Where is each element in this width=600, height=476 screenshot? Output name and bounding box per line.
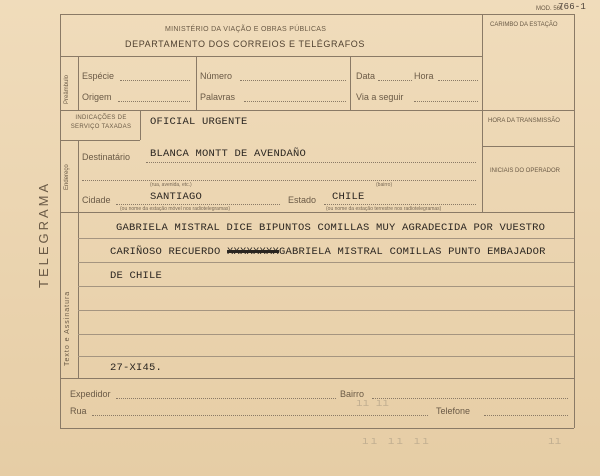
cidade-note: (ou nome da estação móvel nos radiotelegramas): [120, 206, 231, 212]
hora-label: Hora: [414, 71, 434, 81]
numero-label: Número: [200, 71, 233, 81]
right-column-mid: [482, 146, 574, 147]
model-number: MOD. 561: [536, 6, 564, 12]
stamp-label: CARIMBO DA ESTAÇÃO: [490, 22, 558, 28]
rua-line: [92, 415, 428, 416]
faded-ink-mark-2: ıı ıı ıı: [362, 436, 431, 448]
data-label: Data: [356, 71, 376, 81]
indicacoes-bottom: [60, 140, 140, 141]
frame-right: [574, 14, 575, 428]
archive-number: 766-1: [558, 2, 587, 12]
cidade-line: [116, 204, 280, 205]
frame-left: [60, 14, 61, 428]
message-line-2: [110, 246, 546, 258]
preambulo-divider-2: [350, 56, 351, 110]
texto-rule-4: [78, 310, 574, 311]
expedidor-line: [116, 398, 336, 399]
faded-ink-mark-1: ıı ıı: [356, 398, 390, 410]
rua-label: Rua: [70, 406, 87, 416]
frame-bottom: [60, 428, 574, 429]
estado-note: (ou nome da estação terrestre nos radiotelegramas): [326, 206, 442, 212]
destinatario-value: BLANCA MONTT DE AVENDAÑO: [150, 148, 307, 160]
origem-line: [118, 101, 190, 102]
endereco-side-divider: [78, 140, 79, 212]
address-line: [82, 180, 476, 181]
frame-top: [60, 14, 574, 15]
numero-line: [240, 80, 346, 81]
estado-line: [324, 204, 476, 205]
origem-label: Origem: [82, 92, 112, 102]
destinatario-line: [146, 162, 476, 163]
bairro-note: (bairro): [376, 182, 393, 188]
bairro-label: Bairro: [340, 389, 365, 399]
texto-side-divider: [78, 212, 79, 378]
via-line: [414, 101, 478, 102]
bairro-line: [372, 398, 568, 399]
faded-ink-mark-3: ıı: [548, 436, 562, 448]
texto-top: [60, 212, 574, 213]
iniciais-operador-label: INICIAIS DO OPERADOR: [490, 168, 561, 174]
indicacoes-value: OFICIAL URGENTE: [150, 116, 248, 128]
preambulo-divider-1: [196, 56, 197, 110]
hora-transmissao-label: HORA DA TRANSMISSÃO: [488, 118, 560, 124]
texto-rule-1: [78, 238, 574, 239]
ministry-label: MINISTÉRIO DA VIAÇÃO E OBRAS PÚBLICAS: [165, 26, 327, 33]
texto-rule-5: [78, 334, 574, 335]
telefone-line: [484, 415, 568, 416]
estado-label: Estado: [288, 195, 317, 205]
footer-top: [60, 378, 574, 379]
preambulo-side-divider: [78, 56, 79, 110]
expedidor-label: Expedidor: [70, 389, 111, 399]
especie-label: Espécie: [82, 71, 115, 81]
estado-value: CHILE: [332, 191, 365, 203]
telefone-label: Telefone: [436, 406, 471, 416]
message-line-2-end: GABRIELA MISTRAL COMILLAS PUNTO EMBAJADOR: [279, 246, 546, 258]
hora-line: [438, 80, 478, 81]
cidade-value: SANTIAGO: [150, 191, 203, 203]
message-line-3: DE CHILE: [110, 270, 163, 282]
message-line-2-struck: XXXXXXXX: [227, 246, 280, 258]
message-line-2-start: CARIÑOSO RECUERDO: [110, 246, 228, 258]
texto-rule-2: [78, 262, 574, 263]
texto-rule-3: [78, 286, 574, 287]
texto-rule-6: [78, 356, 574, 357]
palavras-line: [244, 101, 346, 102]
message-line-1: GABRIELA MISTRAL DICE BIPUNTOS COMILLAS MUY AGRADECIDA POR VUESTRO: [116, 222, 546, 234]
preambulo-top: [60, 56, 482, 57]
cidade-label: Cidade: [82, 195, 111, 205]
telegram-title: TELEGRAMA: [36, 180, 51, 288]
palavras-label: Palavras: [200, 92, 236, 102]
message-date: 27-XI45.: [110, 362, 163, 374]
right-column-divider: [482, 14, 483, 212]
texto-side-label: Texto e Assinatura: [64, 290, 71, 366]
preambulo-side-label: Preâmbulo: [64, 74, 70, 104]
data-line: [378, 80, 412, 81]
destinatario-label: Destinatário: [82, 152, 131, 162]
especie-line: [120, 80, 190, 81]
department-label: DEPARTAMENTO DOS CORREIOS E TELÉGRAFOS: [125, 39, 366, 49]
indicacoes-divider: [140, 110, 141, 140]
rua-note: (rua, avenida, etc.): [150, 182, 192, 188]
endereco-side-label: Endereço: [64, 164, 70, 190]
preambulo-bottom: [60, 110, 574, 111]
via-label: Via a seguir: [356, 92, 404, 102]
indicacoes-label: INDICAÇÕES DE SERVIÇO TAXADAS: [70, 115, 132, 130]
